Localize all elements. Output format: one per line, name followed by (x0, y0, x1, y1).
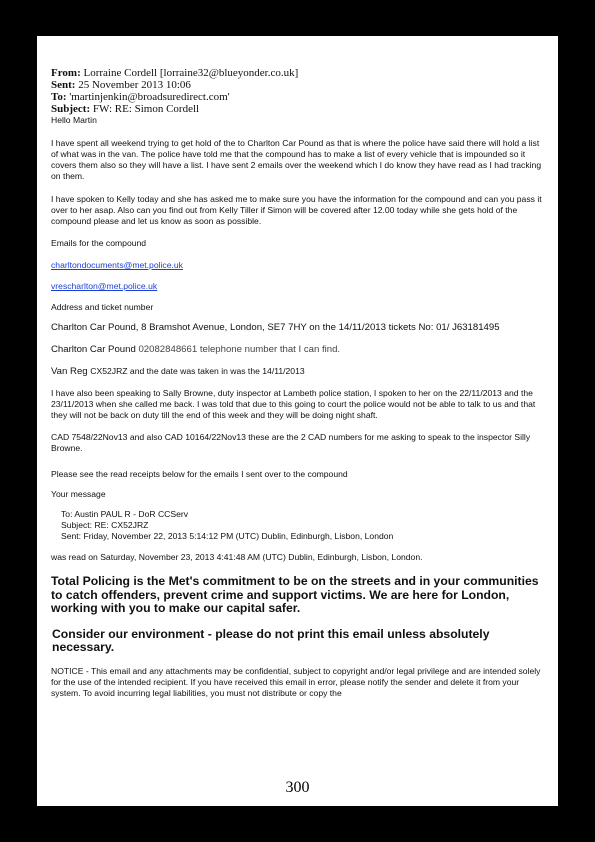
message-details (51, 509, 545, 542)
email-link-2[interactable]: vrescharlton@met.police.uk (51, 281, 158, 291)
van-reg-line: Van Reg CX52JRZ and the date was taken in was the 14/11/2013 (51, 366, 305, 377)
sent-value: 25 November 2013 10:06 (78, 79, 191, 91)
your-message-label: Your message (51, 489, 106, 499)
paragraph-3: I have also been speaking to Sally Browne, duty inspector at Lambeth police station, I spoken to her on the 22/11/2013 and the 23/11/2013 when she called me back. I was told that due to this going to court the police would not be able to talk to us and that they will not be back on duty till the end of this week and they will be doing night shaft. (51, 388, 536, 420)
subject-value: FW: RE: Simon Cordell (92, 103, 200, 115)
address-heading: Address and ticket number (51, 302, 154, 312)
paragraph-4: CAD 7548/22Nov13 and also CAD 10164/22Nov13 these are the 2 CAD numbers for me asking to speak to the inspector Silly Browne. (51, 432, 531, 453)
message-sent: Sent: Friday, November 22, 2013 5:14:12 PM (UTC) Dublin, Edinburgh, Lisbon, London (61, 531, 394, 541)
phone-line: Charlton Car Pound 02082848661 telephone number that I can find. (51, 344, 341, 355)
from-row: From: Lorraine Cordell [lorraine32@blueyonder.co.uk] (51, 67, 299, 79)
legal-notice: NOTICE - This email and any attachments may be confidential, subject to copyright and/or legal privilege and are intended solely for the use of the intended recipient. If you have received this email in error, please notify the sender and delete it from your system. To avoid incurring legal liabilities, you must not distribute or copy the (51, 665, 541, 698)
greeting: Hello Martin (51, 115, 97, 125)
subject-row: Subject: FW: RE: Simon Cordell (51, 103, 200, 115)
email-content (51, 67, 545, 699)
page-number: 300 (285, 779, 310, 796)
email-header (51, 67, 545, 115)
from-value: Lorraine Cordell [lorraine32@blueyonder.co.uk] (83, 67, 299, 79)
paragraph-1: I have spent all weekend trying to get hold of the to Charlton Car Pound as that is where the police have said there will hold a list of what was in the van. The police have told me that the compound has to make a list of every vehicle that is impounded so it covers them also so they will have a list. I have sent 2 emails over the weekend which I do know they have read as I had tracking on them. (51, 138, 542, 181)
message-subject: Subject: RE: CX52JRZ (61, 520, 149, 530)
address-line: Charlton Car Pound, 8 Bramshot Avenue, London, SE7 7HY on the 14/11/2013 tickets No: 01/ J63181495 (51, 322, 500, 333)
to-value: 'martinjenkin@broadsuredirect.com' (69, 91, 230, 103)
message-to: To: Austin PAUL R - DoR CCServ (61, 509, 189, 519)
document-page (37, 36, 558, 806)
policing-statement: Total Policing is the Met's commitment to be on the streets and in your communities to catch offenders, prevent crime and support victims. We are here for London, working with you to make our capital safer. (51, 574, 539, 615)
email-link-1[interactable]: charltondocuments@met.police.uk (51, 260, 183, 270)
paragraph-2: I have spoken to Kelly today and she has asked me to make sure you have the information for the compound and can you pass it over to her asap. Also can you find out from Kelly Tiller if Simon will be covered after 12.00 today while she gets hold of the compound please and let us know as soon as possible. (51, 194, 542, 226)
emails-heading: Emails for the compound (51, 238, 147, 248)
environment-notice: Consider our environment - please do not print this email unless absolutely necessary. (52, 626, 490, 654)
receipts-line: Please see the read receipts below for the emails I sent over to the compound (51, 469, 348, 479)
to-row: To: 'martinjenkin@broadsuredirect.com' (51, 91, 230, 103)
read-receipt: was read on Saturday, November 23, 2013 4:41:48 AM (UTC) Dublin, Edinburgh, Lisbon, London. (51, 552, 423, 562)
sent-row: Sent: 25 November 2013 10:06 (51, 79, 191, 91)
